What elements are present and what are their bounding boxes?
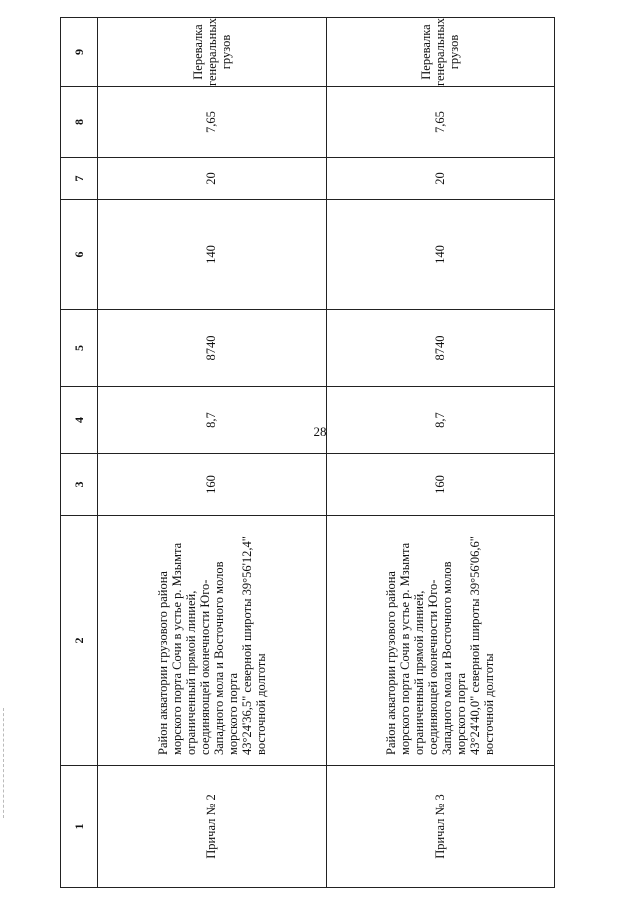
table-row-berth-3: [326, 18, 555, 888]
berths-table-container: [60, 18, 555, 888]
col-header-4: 4: [61, 387, 98, 454]
col-header-3: 3: [61, 454, 98, 516]
description-line: 43°24'40,0" северной широты 39°56'06,6": [468, 536, 483, 755]
description-line: ограниченный прямой линией,: [183, 590, 198, 755]
cargo-operation: [98, 18, 327, 87]
cargo-line: грузов: [218, 34, 233, 70]
cell-col-4: 8,7: [98, 387, 327, 454]
cell-col-7: 20: [326, 158, 555, 200]
cell-col-8: 7,65: [98, 87, 327, 158]
berth-location-description: [98, 516, 327, 766]
description-line: 43°24'36,5" северной широты 39°56'12,4": [239, 536, 254, 755]
page-number: 28: [313, 424, 327, 439]
cell-col-5: 8740: [98, 310, 327, 387]
col-header-5: 5: [61, 310, 98, 387]
berth-name: Причал № 2: [98, 766, 327, 888]
cargo-line: генеральных: [433, 18, 448, 86]
cargo-line: генеральных: [204, 18, 219, 86]
cell-col-3: 160: [326, 454, 555, 516]
header-row: [61, 18, 98, 888]
description-line: Район акватории грузового района: [155, 571, 170, 755]
cargo-line: Перевалка: [190, 24, 205, 80]
description-line: морского порта: [454, 672, 469, 755]
cell-col-5: 8740: [326, 310, 555, 387]
description-line: Западного мола и Восточного молов: [211, 561, 226, 755]
cell-col-4: 8,7: [326, 387, 555, 454]
cell-col-6: 140: [98, 200, 327, 310]
description-line: ограниченный прямой линией,: [412, 590, 427, 755]
col-header-6: 6: [61, 200, 98, 310]
col-header-8: 8: [61, 87, 98, 158]
description-line: морского порта Сочи в устье р. Мзымта: [398, 542, 413, 755]
description-line: морского порта Сочи в устье р. Мзымта: [169, 542, 184, 755]
description-line: соединяющей оконечности Юго-: [426, 579, 441, 755]
col-header-9: 9: [61, 18, 98, 87]
description-line: морского порта: [225, 672, 240, 755]
description-line: восточной долготы: [482, 653, 497, 755]
col-header-7: 7: [61, 158, 98, 200]
table-row-berth-2: [98, 18, 327, 888]
cell-col-6: 140: [326, 200, 555, 310]
berth-location-description: [326, 516, 555, 766]
cell-col-7: 20: [98, 158, 327, 200]
cargo-line: грузов: [447, 34, 462, 70]
description-line: восточной долготы: [253, 653, 268, 755]
cargo-operation: [326, 18, 555, 87]
binding-edge-mark: [3, 708, 5, 818]
col-header-2: 2: [61, 516, 98, 766]
col-header-1: 1: [61, 766, 98, 888]
description-line: соединяющей оконечности Юго-: [197, 579, 212, 755]
berths-table: [60, 17, 555, 888]
cargo-line: Перевалка: [419, 24, 434, 80]
description-line: Западного мола и Восточного молов: [440, 561, 455, 755]
cell-col-3: 160: [98, 454, 327, 516]
berth-name: Причал № 3: [326, 766, 555, 888]
cell-col-8: 7,65: [326, 87, 555, 158]
description-line: Район акватории грузового района: [384, 571, 399, 755]
